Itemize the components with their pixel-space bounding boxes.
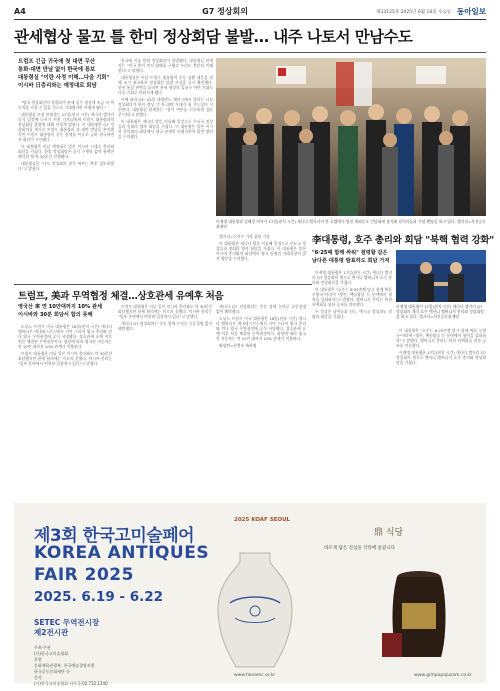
side-headline: 李대통령, 호주 총리와 회담 "북핵 협력 강화" <box>312 235 494 246</box>
deck-line: 남다른 대통령 발표하도 회담 가져 <box>312 257 390 264</box>
ad-url: www.hkoamc.or.kr <box>234 673 276 678</box>
ad-url: www.gimpopajusam.co.kr <box>414 673 472 678</box>
credit-line: (사)한국고미술협회 사무국 02.732.1240 <box>34 681 108 686</box>
paragraph: 도널드 트럼프 미국 대통령은 16일(현지 시간) 캐나다 앨버타주 캐내내스키스에서 키어 스타머 영국 총리와 만나 양국 무역협정에 공식 서명했다. 상호관세 유예 이후 처음 체결된 무역협정이다. 협정에 따라 영국산 자동차는 연 10만 대까지 10% 관세가 적용된다. <box>18 324 112 350</box>
paragraph: 트럼프 대통령은 이날 일본 이시바 총리와도 약 30분간 회담했지만 관세 합의에는 이르지 못했다. 이시바 총리는 "일부 분야에서 여전히 입장차가 있다"고 말했다. <box>118 304 212 320</box>
bottom-deck <box>18 304 112 319</box>
side-deck <box>312 250 392 265</box>
paragraph: 대통령실 고위 관계자는 17일(현지 시간) 캐나다 캘거리 공식 일정에 나서기 직전 기자들에게 트럼프 대통령과의 정상회담 불발에 대해 이렇게 밝혔다. 이 대통령은 G7 정상회의를 계기로 트럼프 대통령과 첫 대면 만남을 추진했지만 트럼프 대통령이 중동 정세를 이유로 급히 귀국하면서 회담이 무산됐다. <box>18 111 114 143</box>
paragraph: 캐나다 G7 정상회의는 중동 정세 논의로 공동성명 없이 폐막했다. <box>216 304 306 315</box>
paragraph: 이재명 대통령은 17일(현지 시간) 캐나다 캘거리 G7 정상회의 계기로 앤서니 앨버니지 호주 총리와 정상회담을 가졌다. <box>396 349 486 366</box>
paragraph: 대통령실은 이날 트럼프 대통령이 중동 상황 대응을 위해 조기 귀국하자 정상회담 불발 사실을 공식 확인했다. 한미 통상 현안을 둘러싼 관세 협상의 돌파구 마련 기대도 다음 기회로 미뤄지게 됐다. <box>118 74 213 96</box>
ginseng-jar-image <box>374 563 464 663</box>
bottom-body-col2 <box>118 304 212 494</box>
issue-meta: 제33125호 2025년 6월 18일 수요일 <box>376 9 452 15</box>
credit-line: 문화체육관광부, 한국예술경영지원 <box>34 663 95 668</box>
bottom-body-col3 <box>216 304 306 494</box>
divider <box>14 52 486 53</box>
page-number: A4 <box>14 7 26 16</box>
side-body <box>312 270 392 492</box>
newspaper-logo: 동아일보 <box>457 7 486 16</box>
ad-slogan: 바르게 담은 진심을 식탁에 올립니다 <box>324 546 395 551</box>
page-header <box>14 4 486 20</box>
deck-line: 트럼프 긴급 귀국에 첫 대면 무산 <box>18 59 96 65</box>
deck-line: 통화·대면 만남 없이 한국에 통보 <box>18 67 96 73</box>
paragraph: 한국에 이를 알려 정상회담이 불발됐다. 대통령실 관계자는 "미국 측이 먼저 양해를 구했고 우리도 충분히 이해한다"고 말했다. <box>118 58 213 74</box>
credit-line: 한국골동문화재단 등 <box>34 669 71 674</box>
side-photo <box>396 250 486 302</box>
section-title: G7 정상회의 <box>202 7 248 16</box>
main-byline-block <box>216 234 306 280</box>
paragraph: 이 대통령은 "호주는 6·25전쟁 당시 함께 싸운 우방국"이라며 "방산, 핵심광물 등 분야에서 협력을 강화하자"고 말했다. 앨버니지 총리는 북한 비핵화를 위한 공조를 약속했다. <box>312 286 392 308</box>
paragraph: 이에 따라 24~25일 네덜란드 헤이그에서 열리는 나토 정상회의가 한미 정상 간 첫 대면 무대가 될 가능성이 거론된다. 대통령실 관계자는 "참석 여부를 신중하게 검토 중"이라고 말했다. <box>118 96 213 117</box>
byline: 캘거리=신진우 기자 창원 기자 <box>219 234 270 239</box>
deck-line: 영국산 車 연 10만대까지 10% 관세 <box>18 304 102 310</box>
bottom-body-col1 <box>18 324 112 494</box>
photo-caption: 이재명 대통령과 김혜경 여사가 17일(현지 시간) 캐나다 캘거리의 한 호텔에서 열린 재외동포 간담회에 참석해 참석자들과 기념 촬영을 하고 있다. 캘거리=사진공동취재단 <box>216 219 486 229</box>
credit-line: (사)한국고미술협회 <box>34 651 69 656</box>
deck-line: 대통령실 "이란 사정 이해…다음 기회" <box>18 75 110 81</box>
paragraph: 캐나다 G7 정상회의는 중동 정세 논의로 공동성명 없이 폐막했다. <box>118 320 212 331</box>
ad-dates: 2025. 6.19 - 6.22 <box>34 589 164 605</box>
main-body-col1 <box>18 100 114 280</box>
main-body-col2 <box>118 58 213 280</box>
credit-line: 주최·주관 <box>34 645 51 650</box>
paragraph: 이 대통령은 "호주는 6·25전쟁 당시 함께 싸운 우방국"이라며 "방산, 핵심광물 등 분야에서 협력을 강화하자"고 말했다. 앨버니지 총리는 북한 비핵화를 위한 공조를 약속했다. <box>396 328 486 349</box>
advertisement <box>14 503 486 686</box>
ad-title-en: KOREA ANTIQUES <box>34 543 210 563</box>
side-photo-caption: 이재명 대통령이 17일(현지 시간) 캐나다 캘거리 G7 정상회의 계기 호주 앤서니 앨버니지 총리와 정상회담을 하고 있다. 캘거리=사진공동취재단 <box>396 304 484 319</box>
ad-brand-logo: 鼎 식당 <box>374 528 404 538</box>
main-deck <box>18 58 114 90</box>
paragraph: 두 정상은 남아공과 인도, 멕시코 정상과도 잇따라 회담을 가졌다. <box>312 308 392 319</box>
paragraph: 트럼프 대통령은 이날 일본 이시바 총리와도 약 30분간 회담했지만 관세 합의에는 이르지 못했다. 이시바 총리는 "일부 분야에서 여전히 입장차가 있다"고 말했다. <box>18 350 112 367</box>
handshake-photo-image <box>396 250 486 302</box>
credit-line: 문의 <box>34 675 42 680</box>
ad-credits <box>34 645 108 687</box>
paragraph: "양국 정상회담이 불발되며 관세 실무 협상에 조금 더 역동력을 가할 수 있을 것으로 기대했지만 아쉽게 됐다." <box>18 100 114 111</box>
ad-venue-hall: 제2전시관 <box>34 628 69 637</box>
paragraph: 이 대통령은 캐나다 방문 이틀째 일정으로 주요국 정상들과 잇따라 양자 회담을 가졌다. 이 대통령은 일본 이시바 총리와의 회담에서 양국 관계의 미래지향적 발전 방안을 논의했다. <box>216 240 306 261</box>
antique-vase-image <box>210 543 300 673</box>
divider <box>14 284 312 285</box>
paragraph: 이재명 대통령은 17일(현지 시간) 캐나다 캘거리 G7 정상회의 계기로 앤서니 앨버니지 호주 총리와 정상회담을 가졌다. <box>312 270 392 286</box>
paragraph: 도널드 트럼프 미국 대통령은 16일(현지 시간) 캐나다 앨버타주 캐내내스키스에서 키어 스타머 영국 총리와 만나 양국 무역협정에 공식 서명했다. 상호관세 유예 이후 처음 체결된 무역협정이다. 협정에 따라 영국산 자동차는 연 10만 대까지 10% 관세가 적용된다. <box>216 315 306 342</box>
ad-title-en-year: FAIR 2025 <box>34 565 134 585</box>
bottom-headline: 트럼프, 美과 무역협정 체결…상호관세 유예후 처음 <box>18 291 224 302</box>
deck-line: "6·25때 함께 싸워" 점령할 같은 <box>312 250 388 256</box>
paragraph: 이 대통령은 이날 예정대로 일본 이시바 시게루 총리와 회담을 가졌다. 한일 정상회담은 공식 수행원 없이 통역만 배석한 채 약 30분간 진행됐다. <box>18 143 114 159</box>
main-headline: 관세협상 물꼬 틀 한미 정상회담 불발… 내주 나토서 만남수도 <box>14 28 413 46</box>
credit-line: 후원 <box>34 657 42 662</box>
paragraph: 이 대통령은 캐나다 방문 이틀째 일정으로 주요국 정상들과 잇따라 양자 회담을 가졌다. 이 대통령은 일본 이시바 총리와의 회담에서 양국 관계의 미래지향적 발전 방안을 논의했다. <box>118 118 213 139</box>
ad-venue: SETEC 무역전시장 <box>34 618 100 627</box>
byline: 워싱턴=신진우 특파원 <box>219 342 257 348</box>
deck-line: 이시바 日총리와는 예정대로 회담 <box>18 83 97 89</box>
main-photo <box>216 58 486 216</box>
side-body-col2 <box>396 328 486 492</box>
group-photo-image <box>216 58 486 216</box>
paragraph: 대통령실은 "나토 정상회의 참석 여부는 추후 검토하겠다"고 밝혔다. <box>18 160 114 171</box>
ad-title-ko: 제3회 한국고미술페어 <box>34 526 195 546</box>
deck-line: 이시바와 30분 회담서 합의 못해 <box>18 311 93 318</box>
koaf-logo: 2025 KOAF SEOUL <box>234 517 291 523</box>
